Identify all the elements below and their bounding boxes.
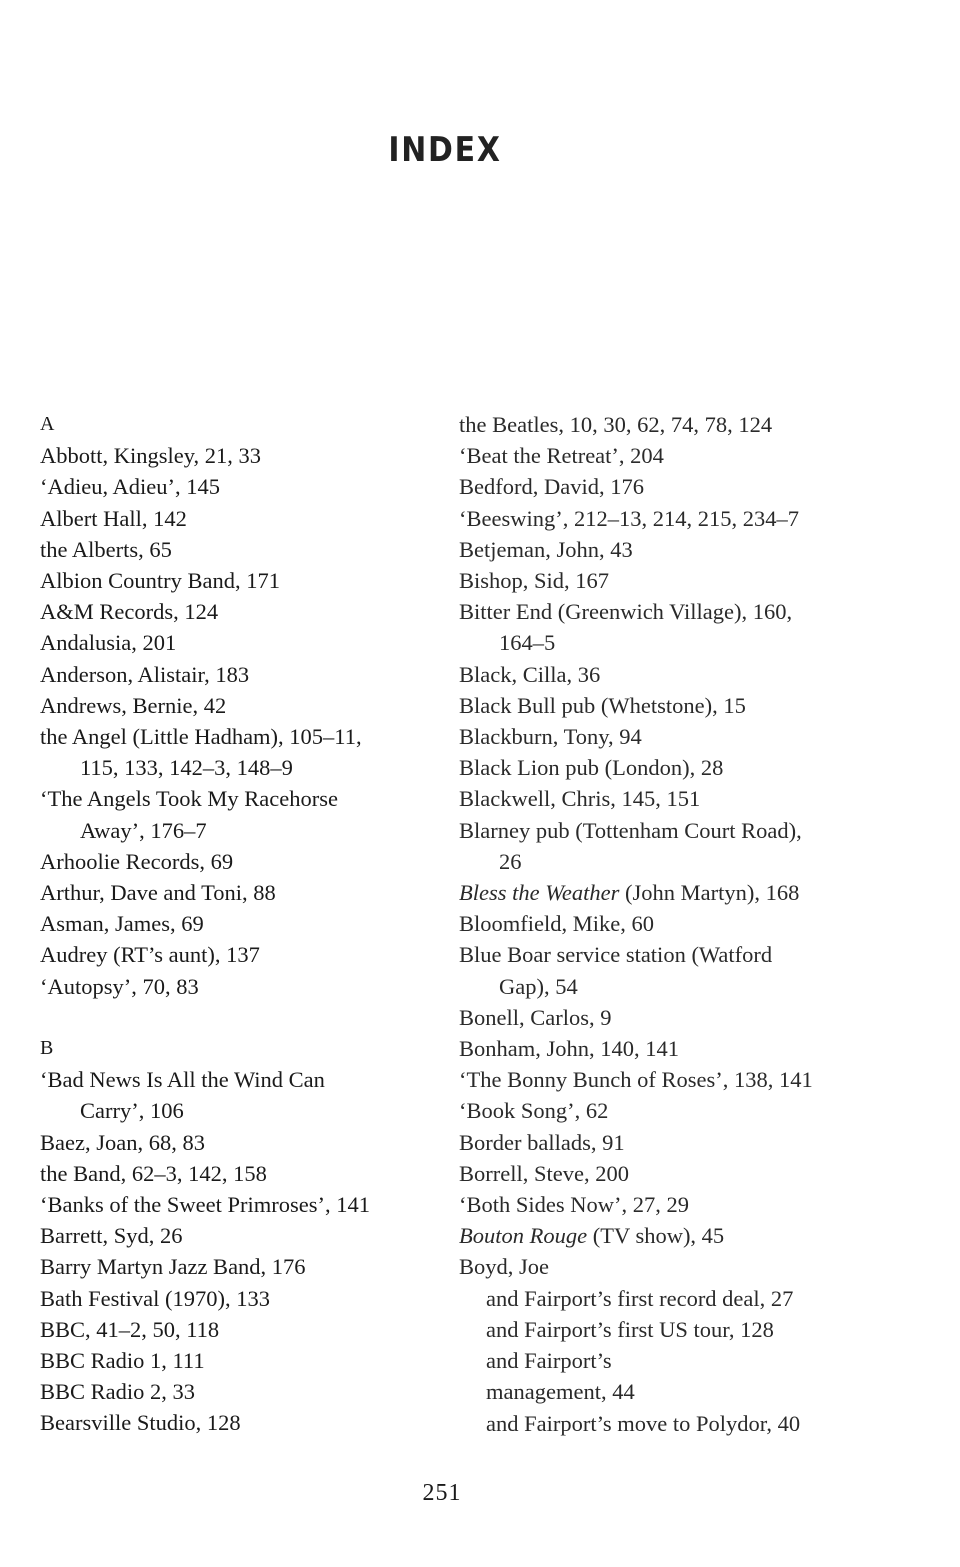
index-entry: ‘The Angels Took My Racehorse — [40, 786, 338, 812]
index-entry: Black Lion pub (London), 28 — [459, 755, 724, 781]
index-entry: Black Bull pub (Whetstone), 15 — [459, 692, 746, 718]
index-entry: Bath Festival (1970), 133 — [40, 1285, 270, 1311]
index-entry: Bonell, Carlos, 9 — [459, 1004, 612, 1030]
page-title: INDEX — [388, 130, 502, 170]
index-entry: ‘Banks of the Sweet Primroses’, 141 — [40, 1192, 370, 1218]
show-title: Bouton Rouge — [459, 1223, 588, 1249]
section-gap — [40, 1002, 440, 1033]
index-entry-continuation: 26 — [499, 848, 522, 874]
index-entry: Anderson, Alistair, 183 — [40, 661, 250, 687]
index-subentry: and Fairport’s first record deal, 27 — [486, 1285, 794, 1311]
index-entry: ‘Autopsy’, 70, 83 — [40, 973, 199, 999]
index-entry: Blue Boar service station (Watford — [459, 942, 773, 968]
index-entry-bouton-rouge — [459, 1220, 879, 1251]
index-entry: BBC Radio 2, 33 — [40, 1379, 196, 1405]
index-entry: Blackburn, Tony, 94 — [459, 724, 642, 750]
index-entry-continuation: Carry’, 106 — [80, 1098, 184, 1124]
index-entry: A&M Records, 124 — [40, 599, 219, 625]
index-entry: Border ballads, 91 — [459, 1129, 625, 1155]
index-entry: Arthur, Dave and Toni, 88 — [40, 880, 276, 906]
album-title: Bless the Weather — [459, 880, 620, 906]
index-entry: ‘Bad News Is All the Wind Can — [40, 1067, 325, 1093]
index-entry: Abbott, Kingsley, 21, 33 — [40, 443, 262, 469]
index-entry: Albert Hall, 142 — [40, 505, 187, 531]
index-entry-continuation: Gap), 54 — [499, 973, 578, 999]
index-entry: Borrell, Steve, 200 — [459, 1160, 629, 1186]
index-entry: Blackwell, Chris, 145, 151 — [459, 786, 701, 812]
section-letter-a: A — [40, 413, 55, 435]
index-entry: Betjeman, John, 43 — [459, 536, 633, 562]
index-entry-continuation: 115, 133, 142–3, 148–9 — [80, 755, 293, 781]
page-number: 251 — [422, 1480, 462, 1506]
index-entry: Audrey (RT’s aunt), 137 — [40, 942, 260, 968]
index-entry: Barrett, Syd, 26 — [40, 1223, 183, 1249]
index-entry: Baez, Joan, 68, 83 — [40, 1129, 205, 1155]
index-entry: Bishop, Sid, 167 — [459, 568, 610, 594]
index-entry: the Angel (Little Hadham), 105–11, — [40, 724, 362, 750]
index-entry: ‘Adieu, Adieu’, 145 — [40, 474, 220, 500]
index-entry: Albion Country Band, 171 — [40, 568, 280, 594]
index-entry: Barry Martyn Jazz Band, 176 — [40, 1254, 306, 1280]
index-subentry: and Fairport’s — [486, 1348, 612, 1374]
index-entry: Blarney pub (Tottenham Court Road), — [459, 817, 802, 843]
index-entry: Bearsville Studio, 128 — [40, 1410, 241, 1436]
index-entry: ‘Both Sides Now’, 27, 29 — [459, 1192, 689, 1218]
index-subentry: and Fairport’s first US tour, 128 — [486, 1316, 774, 1342]
index-entry-boyd-joe: Boyd, Joe — [459, 1254, 549, 1280]
index-entry: Asman, James, 69 — [40, 911, 204, 937]
index-subentry: and Fairport’s move to Polydor, 40 — [486, 1410, 801, 1436]
index-entry: ‘Beat the Retreat’, 204 — [459, 443, 664, 469]
index-entry: Bloomfield, Mike, 60 — [459, 911, 654, 937]
index-column-right — [459, 409, 879, 1439]
index-entry-bless-the-weather — [459, 877, 879, 908]
index-entry: Andrews, Bernie, 42 — [40, 692, 227, 718]
index-entry: Arhoolie Records, 69 — [40, 848, 234, 874]
index-entry: Bonham, John, 140, 141 — [459, 1036, 680, 1062]
entry-locators: (John Martyn), 168 — [619, 880, 800, 906]
index-entry: Andalusia, 201 — [40, 630, 177, 656]
index-entry: ‘Book Song’, 62 — [459, 1098, 609, 1124]
index-entry: BBC, 41–2, 50, 118 — [40, 1316, 220, 1342]
index-entry: Black, Cilla, 36 — [459, 661, 601, 687]
index-entry: the Alberts, 65 — [40, 536, 172, 562]
index-entry: Bitter End (Greenwich Village), 160, — [459, 599, 793, 625]
index-entry-continuation: 164–5 — [499, 630, 556, 656]
section-letter-b: B — [40, 1037, 54, 1060]
index-entry: BBC Radio 1, 111 — [40, 1348, 205, 1374]
index-entry: Bedford, David, 176 — [459, 474, 644, 500]
index-entry: the Beatles, 10, 30, 62, 74, 78, 124 — [459, 412, 773, 437]
entry-locators: (TV show), 45 — [587, 1223, 725, 1249]
index-entry: the Band, 62–3, 142, 158 — [40, 1160, 267, 1186]
index-subentry: management, 44 — [486, 1379, 635, 1405]
index-entry: ‘The Bonny Bunch of Roses’, 138, 141 — [459, 1067, 813, 1093]
index-entry-continuation: Away’, 176–7 — [80, 817, 207, 843]
index-entry: ‘Beeswing’, 212–13, 214, 215, 234–7 — [459, 505, 799, 531]
index-column-left — [40, 409, 440, 1439]
